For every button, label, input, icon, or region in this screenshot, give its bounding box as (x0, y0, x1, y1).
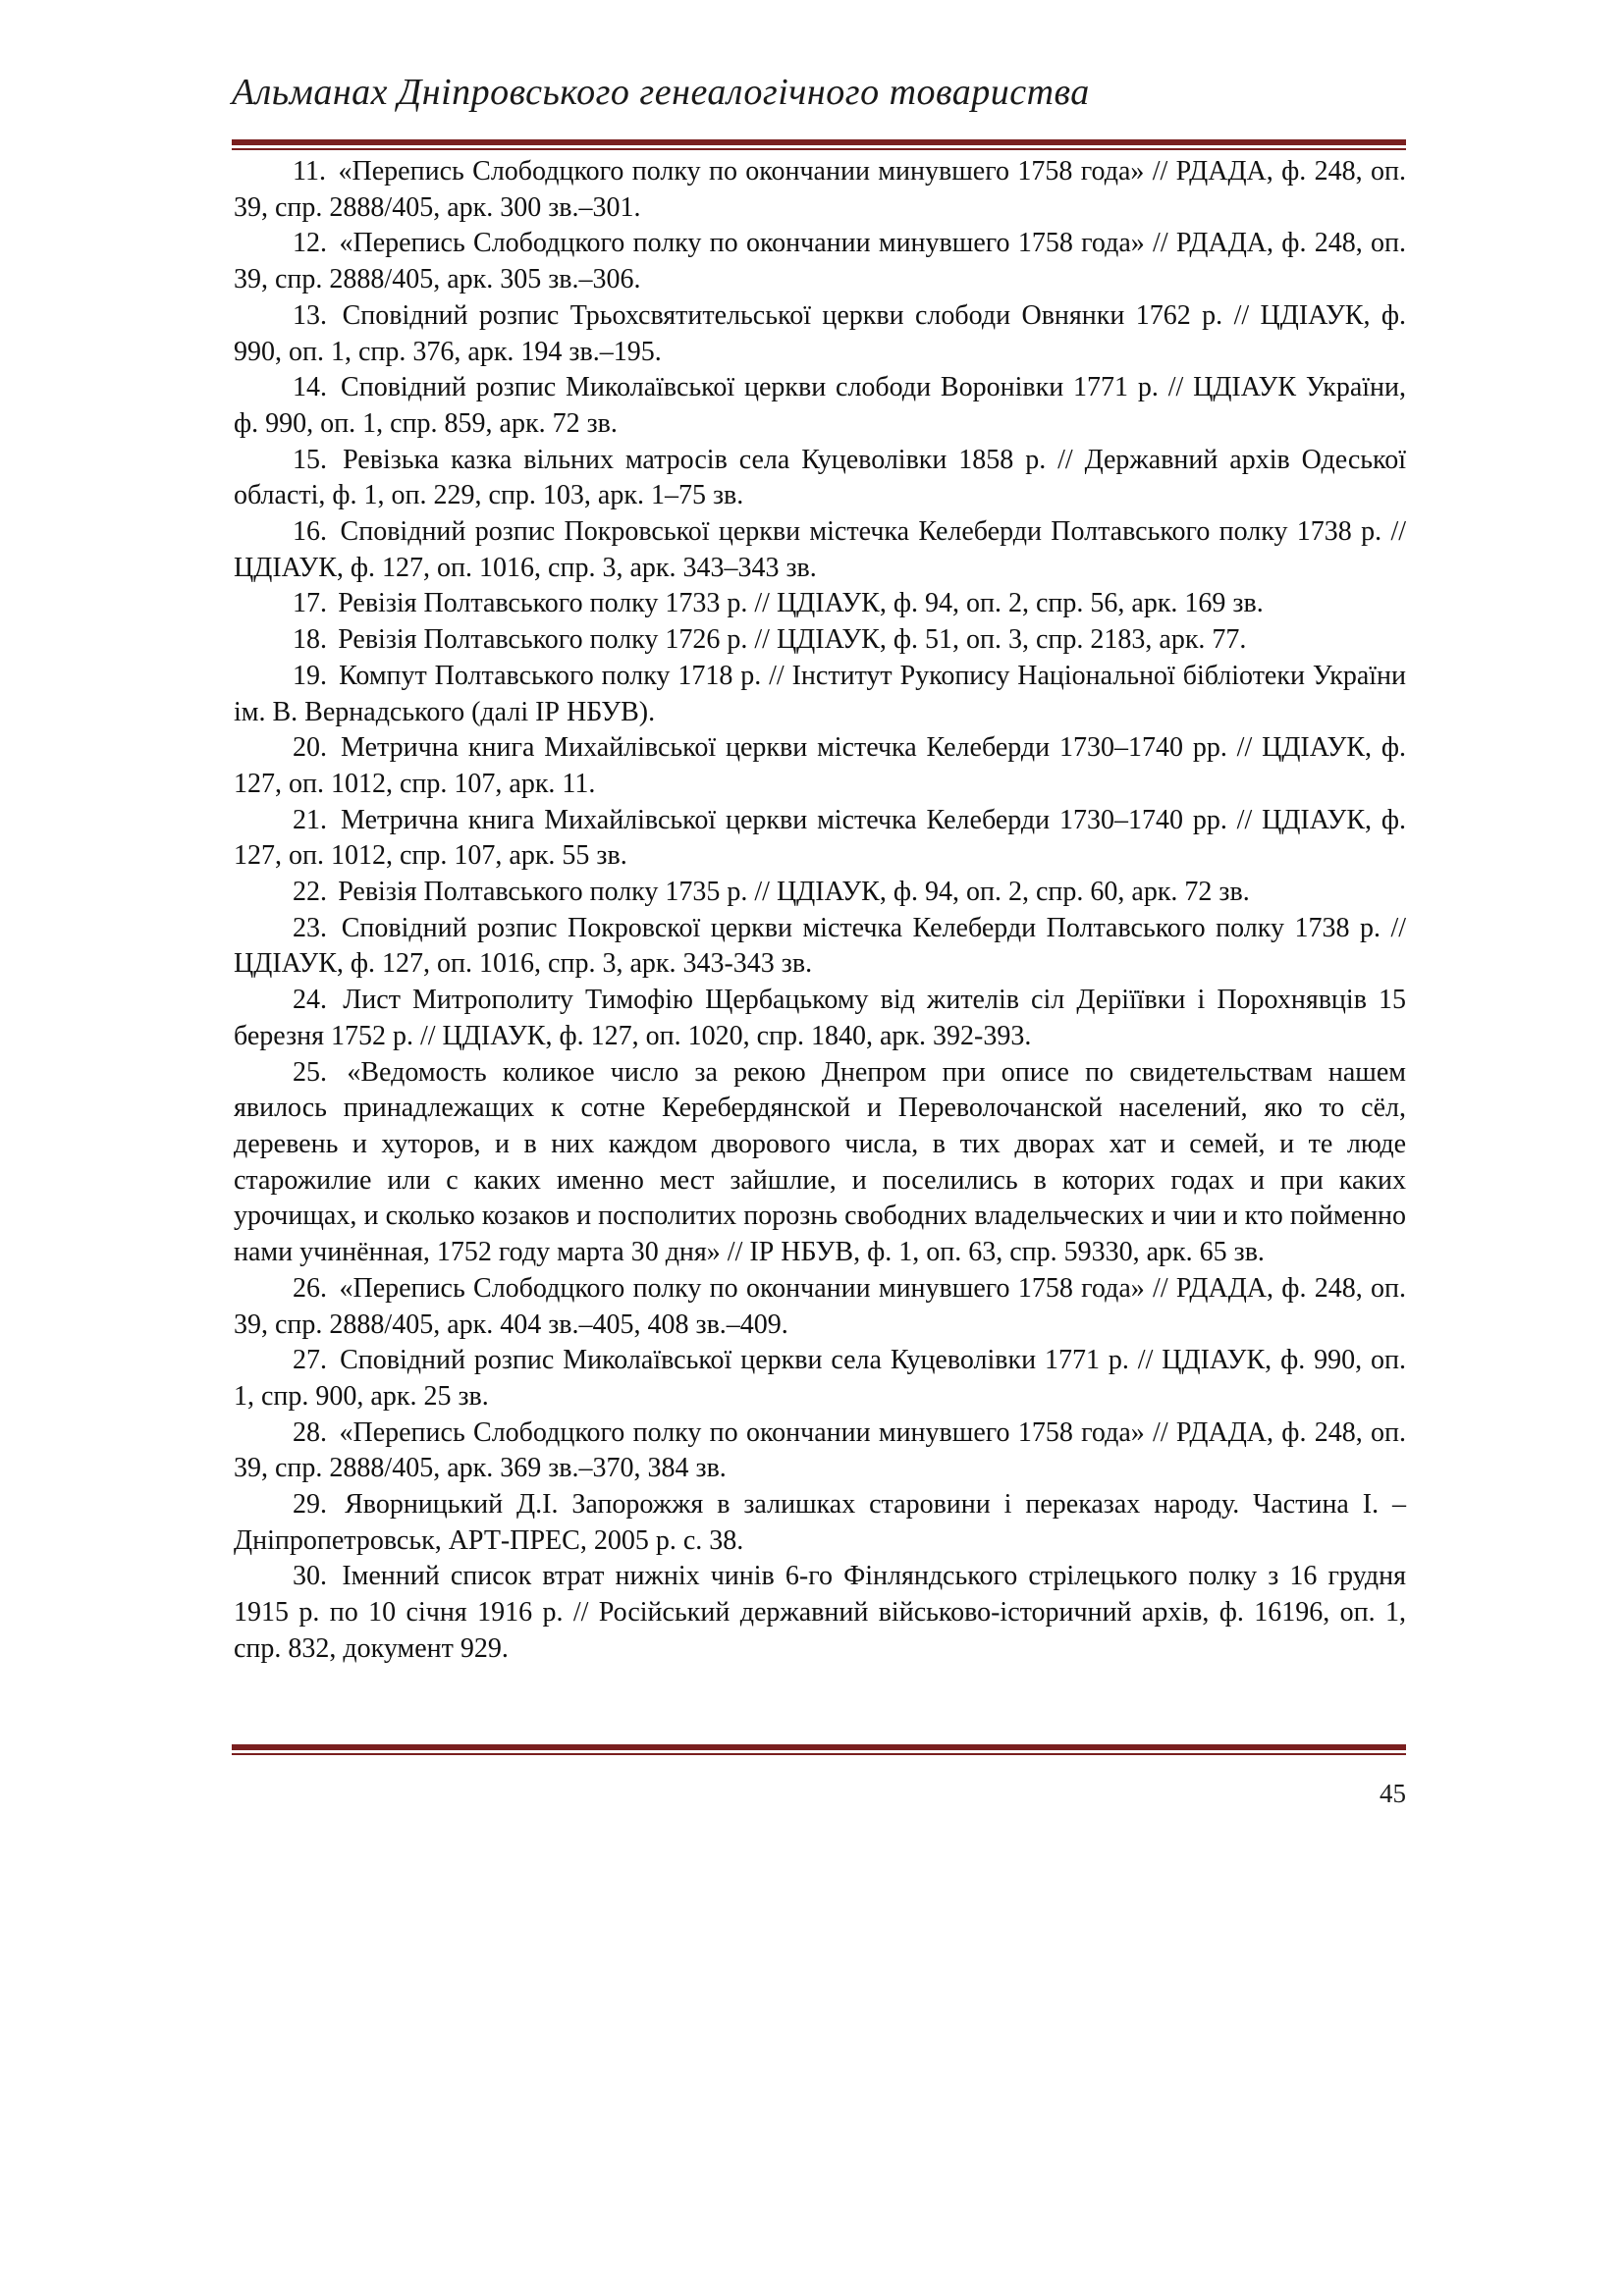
reference-number: 24. (293, 985, 327, 1016)
reference-text: «Ведомость коликое число за рекою Днепром при описе по свидетельствам нашем явилось принадлежащих к сотне Керебердянской и Переволочанской населений, яко то сёл, деревень и хуторов, и в них каждом дворового числа, в тих дворах хат и семей, и те люде старожилие или с каких именно мест зайшлие, и поселились в которих годах и при каких урочищах, и сколько козаков и посполитих порознь свободних владельческих и чии и кто пойменно нами учинённая, 1752 году марта 30 дня» // ІР НБУВ, ф. 1, оп. 63, спр. 59330, арк. 65 зв. (234, 1056, 1407, 1268)
reference-number: 25. (293, 1056, 327, 1088)
reference-text: Сповідний розпис Покровскої церкви містечка Келеберди Полтавського полку 1738 р. // ЦДІАУК, ф. 127, оп. 1016, спр. 3, арк. 343-343 зв. (234, 912, 1407, 980)
reference-text: Ревізія Полтавського полку 1733 р. // ЦДІАУК, ф. 94, оп. 2, спр. 56, арк. 169 зв. (338, 588, 1264, 619)
reference-text: «Перепись Слободцкого полку по окончании минувшего 1758 года» // РДАДА, ф. 248, оп. 39, спр. 2888/405, арк. 300 зв.–301. (234, 156, 1406, 223)
reference-text: Яворницький Д.І. Запорожжя в залишках старовини і переказах народу. Частина І. –Дніпропетровськ, АРТ-ПРЕС, 2005 р. с. 38. (234, 1489, 1407, 1556)
reference-item (234, 1559, 1406, 1667)
reference-item (234, 586, 1406, 622)
reference-item (234, 370, 1406, 442)
reference-text: Компут Полтавського полку 1718 р. // Інститут Рукопису Національної бібліотеки України ім. В. Вернадського (далі ІР НБУВ). (234, 660, 1406, 727)
reference-item (234, 1415, 1406, 1487)
reference-item (234, 514, 1406, 586)
reference-item (234, 622, 1406, 659)
reference-number: 29. (293, 1489, 327, 1521)
reference-text: Метрична книга Михайлівської церкви містечка Келеберди 1730–1740 рр. // ЦДІАУК, ф. 127, оп. 1012, спр. 107, арк. 11. (234, 732, 1406, 799)
footer-rule (232, 1744, 1406, 1755)
reference-number: 16. (293, 516, 327, 548)
reference-item (234, 1487, 1406, 1559)
reference-text: Метрична книга Михайлівської церкви містечка Келеберди 1730–1740 рр. // ЦДІАУК, ф. 127, оп. 1012, спр. 107, арк. 55 зв. (234, 804, 1406, 872)
reference-text: «Перепись Слободцкого полку по окончании минувшего 1758 года» // РДАДА, ф. 248, оп. 39, спр. 2888/405, арк. 404 зв.–405, 408 зв.–409. (234, 1272, 1406, 1340)
page-number: 45 (1380, 1779, 1406, 1808)
reference-item (234, 730, 1406, 802)
reference-item (234, 298, 1406, 370)
reference-number: 22. (293, 877, 327, 908)
reference-number: 21. (293, 804, 327, 835)
reference-text: «Перепись Слободцкого полку по окончании минувшего 1758 года» // РДАДА, ф. 248, оп. 39, спр. 2888/405, арк. 369 зв.–370, 384 зв. (234, 1416, 1406, 1484)
reference-number: 23. (293, 912, 327, 943)
reference-number: 28. (293, 1416, 327, 1448)
reference-item (234, 1343, 1406, 1415)
reference-number: 13. (293, 299, 327, 331)
reference-number: 27. (293, 1345, 327, 1376)
reference-item (234, 983, 1406, 1054)
reference-number: 11. (293, 156, 326, 187)
reference-item (234, 911, 1406, 983)
reference-text: Сповідний розпис Миколаївської церкви села Куцеволівки 1771 р. // ЦДІАУК, ф. 990, оп. 1, спр. 900, арк. 25 зв. (234, 1345, 1407, 1412)
reference-text: Сповідний розпис Покровської церкви містечка Келеберди Полтавського полку 1738 р. // ЦДІАУК, ф. 127, оп. 1016, спр. 3, арк. 343–343 зв. (234, 516, 1407, 583)
reference-number: 18. (293, 624, 327, 656)
reference-text: Іменний список втрат нижніх чинів 6-го Фінляндського стрілецького полку з 16 грудня 1915 р. по 10 січня 1916 р. // Російський державний військово-історичний архів, ф. 16196, оп. 1, спр. 832, документ 929. (234, 1561, 1407, 1664)
reference-number: 20. (293, 732, 327, 764)
reference-item (234, 659, 1406, 730)
reference-text: Ревізія Полтавського полку 1726 р. // ЦДІАУК, ф. 51, оп. 3, спр. 2183, арк. 77. (338, 624, 1247, 656)
journal-title: Альманах Дніпровського генеалогічного товариства (232, 72, 1090, 113)
reference-item (234, 1271, 1406, 1343)
reference-number: 17. (293, 588, 327, 619)
reference-number: 19. (293, 660, 327, 691)
reference-text: Ревізія Полтавського полку 1735 р. // ЦДІАУК, ф. 94, оп. 2, спр. 60, арк. 72 зв. (338, 877, 1250, 908)
header-rule (232, 139, 1406, 150)
footer-rule-thin (232, 1753, 1406, 1755)
reference-item (234, 226, 1406, 297)
reference-item (234, 154, 1406, 226)
reference-item (234, 443, 1406, 514)
reference-number: 15. (293, 444, 327, 475)
reference-item (234, 1055, 1406, 1271)
reference-text: Лист Митрополиту Тимофію Щербацькому від жителів сіл Деріїївки і Порохнявців 15 березня 1752 р. // ЦДІАУК, ф. 127, оп. 1020, спр. 1840, арк. 392-393. (234, 985, 1407, 1051)
reference-item (234, 875, 1406, 911)
reference-text: Сповідний розпис Трьохсвятительської церкви слободи Овнянки 1762 р. // ЦДІАУК, ф. 990, оп. 1, спр. 376, арк. 194 зв.–195. (234, 299, 1406, 367)
reference-text: Ревізька казка вільних матросів села Куцеволівки 1858 р. // Державний архів Одеської області, ф. 1, оп. 229, спр. 103, арк. 1–75 зв. (234, 444, 1406, 511)
reference-list (234, 154, 1406, 1668)
reference-text: «Перепись Слободцкого полку по окончании минувшего 1758 года» // РДАДА, ф. 248, оп. 39, спр. 2888/405, арк. 305 зв.–306. (234, 228, 1406, 295)
header-rule-thin (232, 148, 1406, 150)
reference-item (234, 803, 1406, 875)
reference-text: Сповідний розпис Миколаївської церкви слободи Воронівки 1771 р. // ЦДІАУК України, ф. 990, оп. 1, спр. 859, арк. 72 зв. (234, 372, 1406, 439)
reference-number: 14. (293, 372, 327, 403)
reference-number: 26. (293, 1272, 327, 1304)
reference-number: 30. (293, 1561, 327, 1592)
reference-number: 12. (293, 228, 327, 259)
